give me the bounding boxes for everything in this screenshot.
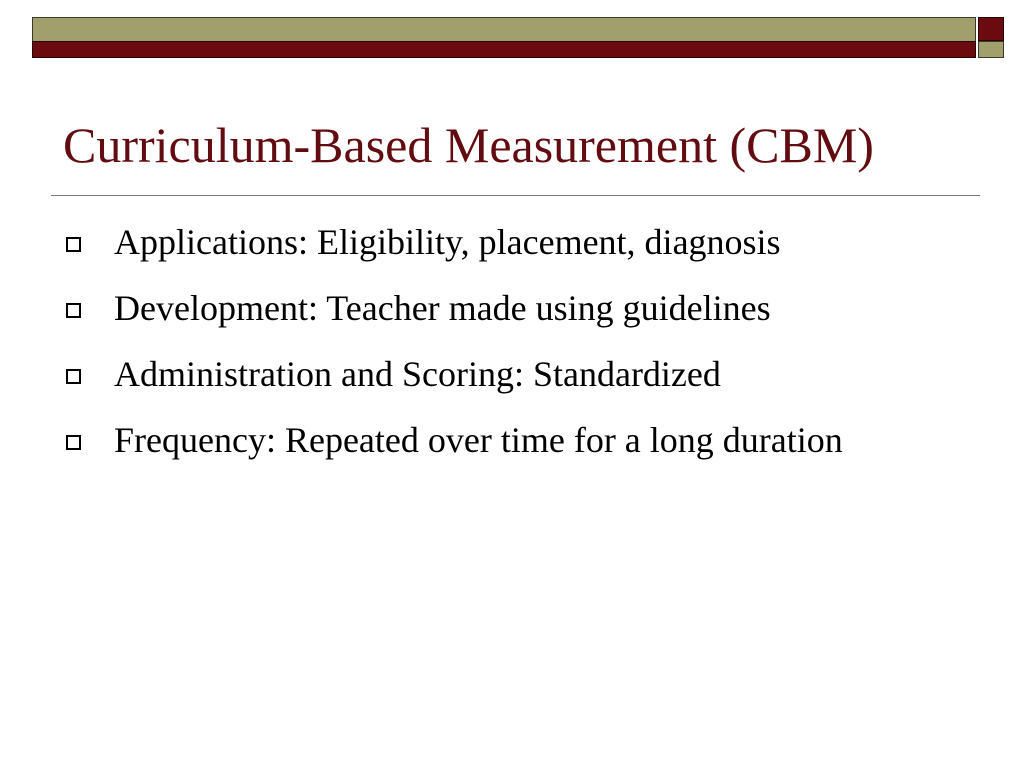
bullet-text: Development: Teacher made using guidelines (114, 288, 771, 328)
bullet-item (66, 352, 976, 397)
bullet-item (66, 286, 976, 331)
bullet-list (66, 220, 976, 484)
header-bar-maroon (32, 41, 976, 58)
bullet-item (66, 220, 976, 265)
hollow-square-bullet-icon (66, 303, 81, 318)
hollow-square-bullet-icon (66, 369, 81, 384)
bullet-text: Applications: Eligibility, placement, diagnosis (114, 222, 781, 262)
bullet-text: Administration and Scoring: Standardized (114, 354, 721, 394)
bullet-item (66, 418, 976, 463)
corner-square-olive (978, 41, 1004, 58)
hollow-square-bullet-icon (66, 237, 81, 252)
header-bar-olive (32, 17, 976, 42)
bullet-text: Frequency: Repeated over time for a long duration (114, 420, 843, 460)
title-divider (51, 195, 980, 196)
hollow-square-bullet-icon (66, 435, 81, 450)
corner-square-maroon (978, 17, 1004, 41)
slide-title: Curriculum-Based Measurement (CBM) (63, 117, 874, 173)
